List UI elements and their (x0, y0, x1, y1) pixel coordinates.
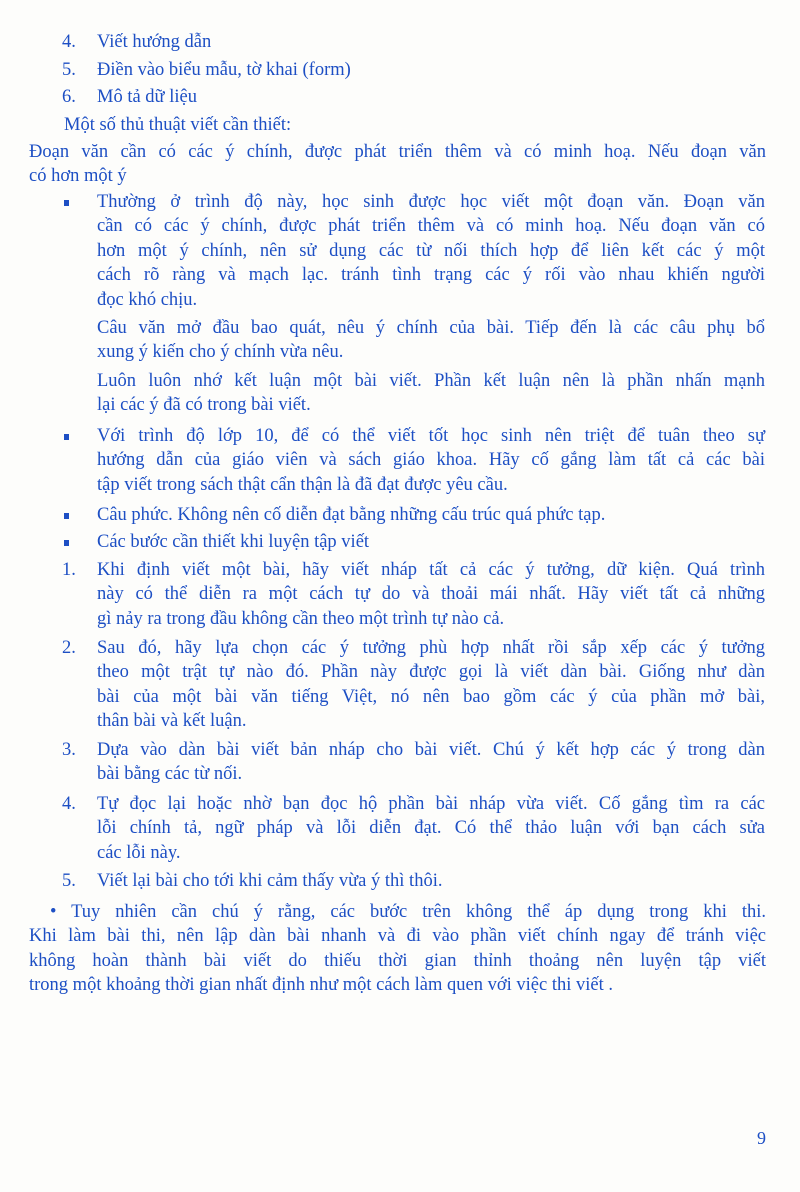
text-line: Mô tả dữ liệu (97, 87, 197, 107)
text-line: cần có các ý chính, được phát triển thêm và có minh hoạ. Nếu đoạn văn có (97, 216, 765, 237)
text-line: Thường ở trình độ này, học sinh được học viết một đoạn văn. Đoạn văn (97, 192, 765, 212)
numbered-block (62, 792, 765, 865)
text-line: hơn một ý chính, nên sử dụng các từ nối thích hợp để liên kết các ý một (97, 240, 765, 261)
text-line: bài của một bài văn tiếng Việt, nó nên bao gồm các ý của phần mở bài, (97, 686, 765, 707)
text-line: Tự đọc lại hoặc nhờ bạn đọc hộ phần bài nháp vừa viết. Cố gắng tìm ra các (97, 794, 765, 814)
text-line: Sau đó, hãy lựa chọn các ý tưởng phù hợp nhất rồi sắp xếp các ý tưởng (97, 638, 765, 658)
bullet-block (97, 503, 765, 527)
list-number: 3. (62, 740, 76, 760)
text-line: Viết hướng dẫn (97, 32, 212, 52)
text-line: bài bằng các từ nối. (97, 764, 243, 785)
square-bullet-icon (64, 200, 69, 206)
text-line: Dựa vào dàn bài viết bản nháp cho bài viết. Chú ý kết hợp các ý trong dàn (97, 740, 765, 760)
square-bullet-icon (64, 434, 69, 440)
bullet-block (97, 530, 765, 554)
text-line: Khi định viết một bài, hãy viết nháp tất cả các ý tưởng, dữ kiện. Quá trình (97, 560, 765, 580)
text-line: các lỗi này. (97, 842, 181, 863)
text-line: xung ý kiến cho ý chính vừa nêu. (97, 342, 344, 363)
page-number: 9 (757, 1128, 766, 1148)
text-line: cách rõ ràng và mạch lạc. tránh tình trạng các ý rối vào nhau khiến người (97, 265, 765, 286)
text-line: thân bài và kết luận. (97, 711, 247, 732)
text-line: trong một khoảng thời gian nhất định như một cách làm quen với việc thi viết . (29, 975, 613, 996)
text-line: • Tuy nhiên cần chú ý rằng, các bước trên không thể áp dụng trong khi thi. (50, 902, 766, 922)
text-line: này có thể diễn ra một cách tự do và thoải mái nhất. Hãy viết tất cả những (97, 584, 765, 605)
bullet-block (97, 424, 765, 497)
list-number: 1. (62, 560, 76, 580)
numbered-block (62, 558, 765, 631)
text-line: Câu phức. Không nên cố diễn đạt bằng những cấu trúc quá phức tạp. (97, 505, 606, 525)
list-number: 4. (62, 32, 76, 52)
list-number: 4. (62, 794, 76, 814)
subheading-block (64, 113, 764, 137)
text-line: hướng dẫn của giáo viên và sách giáo khoa. Hãy cố gắng làm tất cả các bài (97, 450, 765, 471)
numbered-block (62, 85, 765, 109)
numbered-block (62, 738, 765, 787)
full-block (29, 140, 766, 189)
numbered-block (62, 869, 765, 893)
text-line: Với trình độ lớp 10, để có thể viết tốt học sinh nên triệt để tuân theo sự (97, 426, 765, 446)
text-line: Viết lại bài cho tới khi cảm thấy vừa ý thì thôi. (97, 871, 443, 891)
list-number: 5. (62, 60, 76, 80)
text-line: tập viết trong sách thật cẩn thận là đã đạt được yêu cầu. (97, 474, 508, 495)
text-line: có hơn một ý (29, 166, 127, 187)
text-line: Các bước cần thiết khi luyện tập viết (97, 532, 370, 552)
list-number: 2. (62, 638, 76, 658)
text-line: Câu văn mở đầu bao quát, nêu ý chính của bài. Tiếp đến là các câu phụ bổ (97, 318, 765, 338)
text-line: Đoạn văn cần có các ý chính, được phát triển thêm và có minh hoạ. Nếu đoạn văn (29, 142, 766, 162)
text-line: Khi làm bài thi, nên lập dàn bài nhanh và đi vào phần viết chính ngay để tránh việc (29, 926, 766, 947)
indent-block (97, 369, 765, 418)
numbered-block (62, 58, 765, 82)
numbered-block (62, 30, 765, 54)
text-line: Một số thủ thuật viết cần thiết: (64, 115, 292, 135)
text-line: gì nảy ra trong đầu không cần theo một trình tự nào cả. (97, 608, 505, 629)
list-number: 5. (62, 871, 76, 891)
square-bullet-icon (64, 540, 69, 546)
text-line: Điền vào biểu mẫu, tờ khai (form) (97, 60, 351, 80)
text-line: đọc khó chịu. (97, 289, 198, 310)
bullet-block (97, 190, 765, 312)
text-line: theo một trật tự nào đó. Phần này được gọi là viết dàn bài. Giống như dàn (97, 662, 765, 683)
square-bullet-icon (64, 513, 69, 519)
list-number: 6. (62, 87, 76, 107)
text-line: Luôn luôn nhớ kết luận một bài viết. Phần kết luận nên là phần nhấn mạnh (97, 371, 765, 391)
text-line: không hoàn thành bài viết do thiếu thời gian thỉnh thoảng nên luyện tập viết (29, 950, 766, 971)
indent-block (97, 316, 765, 365)
note-block (29, 900, 766, 998)
text-line: lại các ý đã có trong bài viết. (97, 395, 311, 416)
text-line: lỗi chính tả, ngữ pháp và lỗi diễn đạt. Có thể thảo luận với bạn cách sửa (97, 818, 765, 839)
numbered-block (62, 636, 765, 734)
